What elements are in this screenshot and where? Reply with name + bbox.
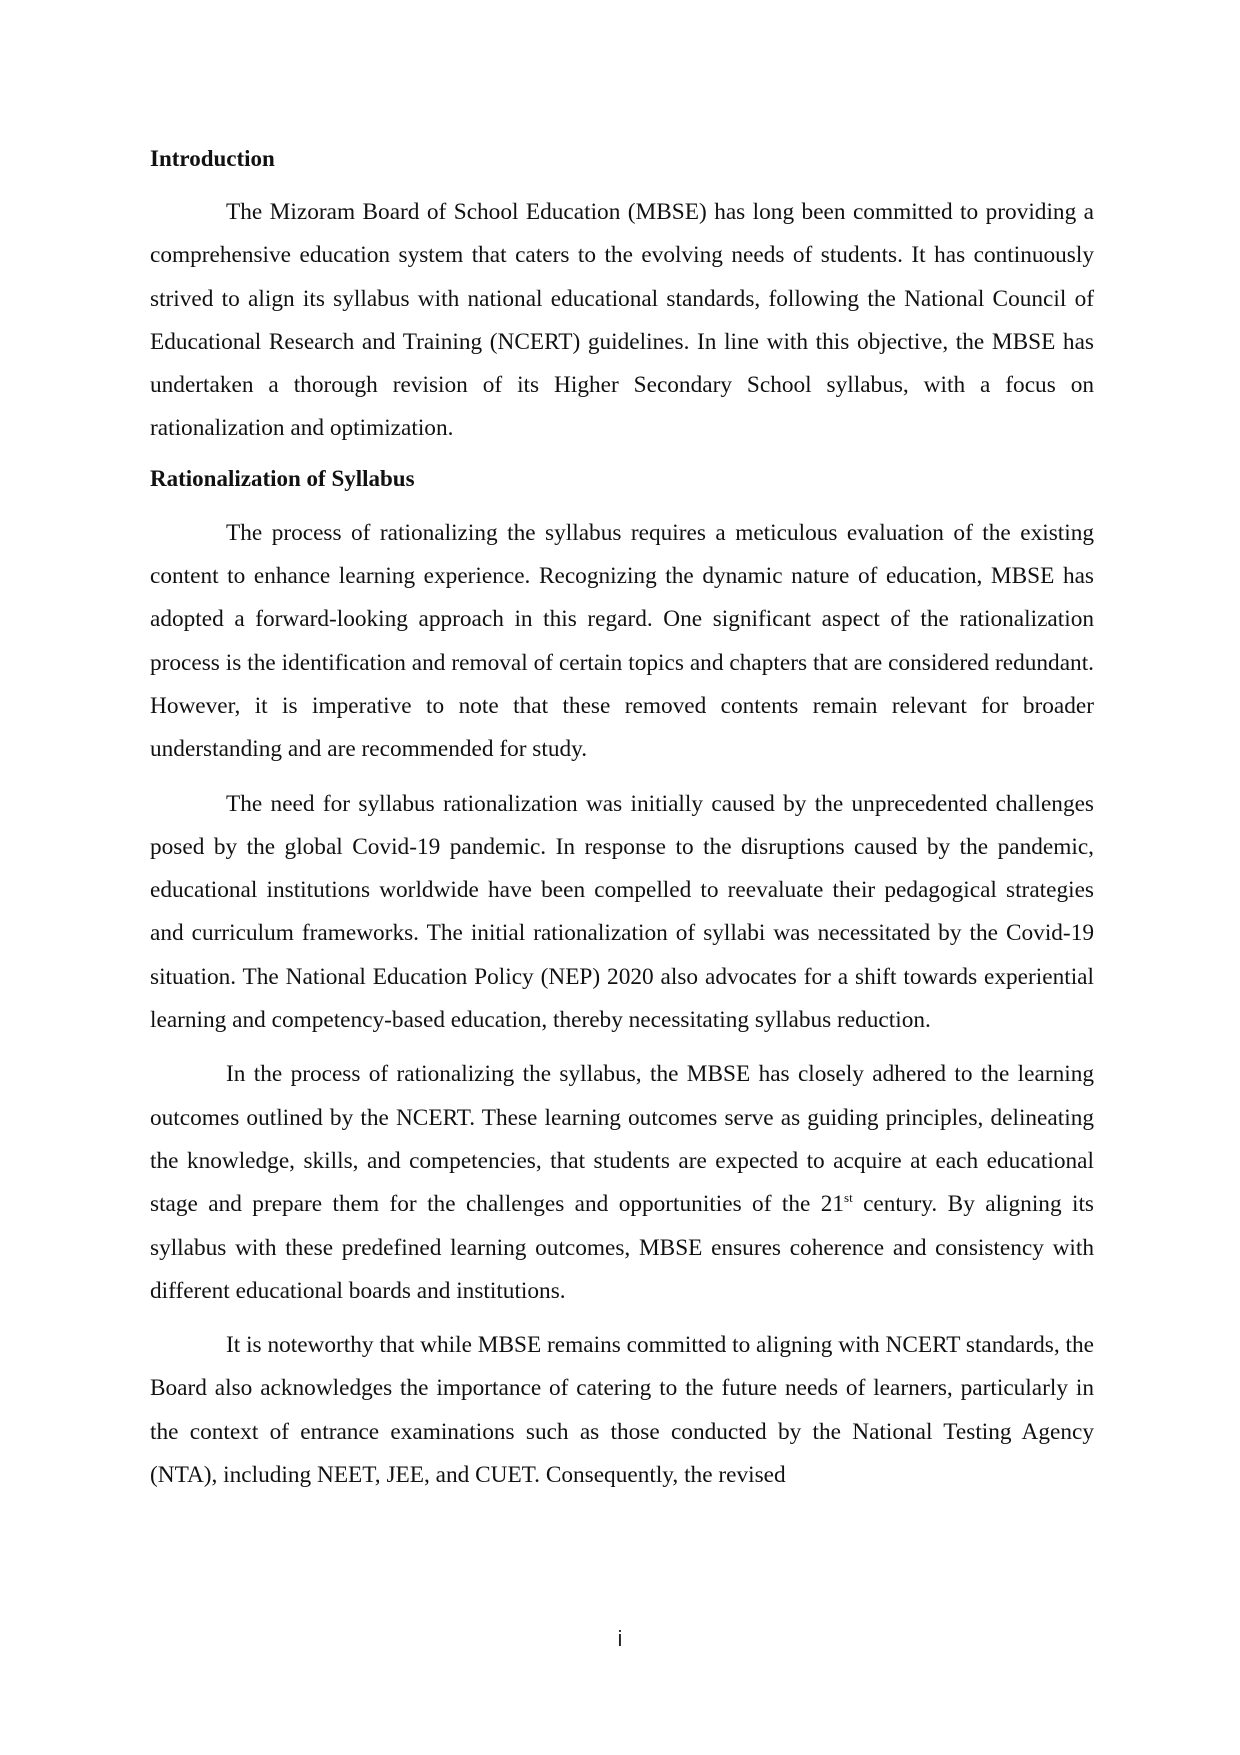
- paragraph-text-before: In the process of rationalizing the syllabus, the MBSE has closely adhered to the learning outcomes outlined by the NCERT. These learning outcomes serve as guiding principles, delineating the knowledge, skills, and competencies, that students are expected to acquire at each educational stage and prepare them for the challenges and opportunities of the 21: [150, 1061, 1094, 1218]
- ordinal-superscript: st: [844, 1190, 853, 1206]
- page-number: i: [617, 1626, 623, 1651]
- rationalization-paragraph-2: The need for syllabus rationalization was initially caused by the unprecedented challenges posed by the global Covid-19 pandemic. In response to the disruptions caused by the pandemic, educational institutions worldwide have been compelled to reevaluate their pedagogical strategies and curriculum frameworks. The initial rationalization of syllabi was necessitated by the Covid-19 situation. The National Education Policy (NEP) 2020 also advocates for a shift towards experiential learning and competency-based education, thereby necessitating syllabus reduction.: [150, 790, 1094, 1034]
- rationalization-paragraph-1: The process of rationalizing the syllabus requires a meticulous evaluation of the existing content to enhance learning experience. Recognizing the dynamic nature of education, MBSE has adopted a forward-looking approach in this regard. One significant aspect of the rationalization process is the identification and removal of certain topics and chapters that are considered redundant. However, it is imperative to note that these removed contents remain relevant for broader understanding and are recommended for study.: [150, 519, 1094, 763]
- section-heading-rationalization: Rationalization of Syllabus: [150, 465, 415, 491]
- introduction-paragraph: The Mizoram Board of School Education (MBSE) has long been committed to providing a comprehensive education system that caters to the evolving needs of students. It has continuously strived to align its syllabus with national educational standards, following the National Council of Educational Research and Training (NCERT) guidelines. In line with this objective, the MBSE has undertaken a thorough revision of its Higher Secondary School syllabus, with a focus on rationalization and optimization.: [150, 199, 1094, 442]
- document-page: [150, 145, 1094, 1497]
- paragraph-text-after: century. By aligning its syllabus with these predefined learning outcomes, MBSE ensures coherence and consistency with different educational boards and institutions.: [150, 1191, 1095, 1304]
- section-heading-introduction: Introduction: [150, 146, 275, 171]
- rationalization-paragraph-4: It is noteworthy that while MBSE remains committed to aligning with NCERT standards, the Board also acknowledges the importance of catering to the future needs of learners, particularly in the context of entrance examinations such as those conducted by the National Testing Agency (NTA), including NEET, JEE, and CUET. Consequently, the revised: [150, 1332, 1094, 1489]
- rationalization-paragraph-3: [150, 1053, 1094, 1313]
